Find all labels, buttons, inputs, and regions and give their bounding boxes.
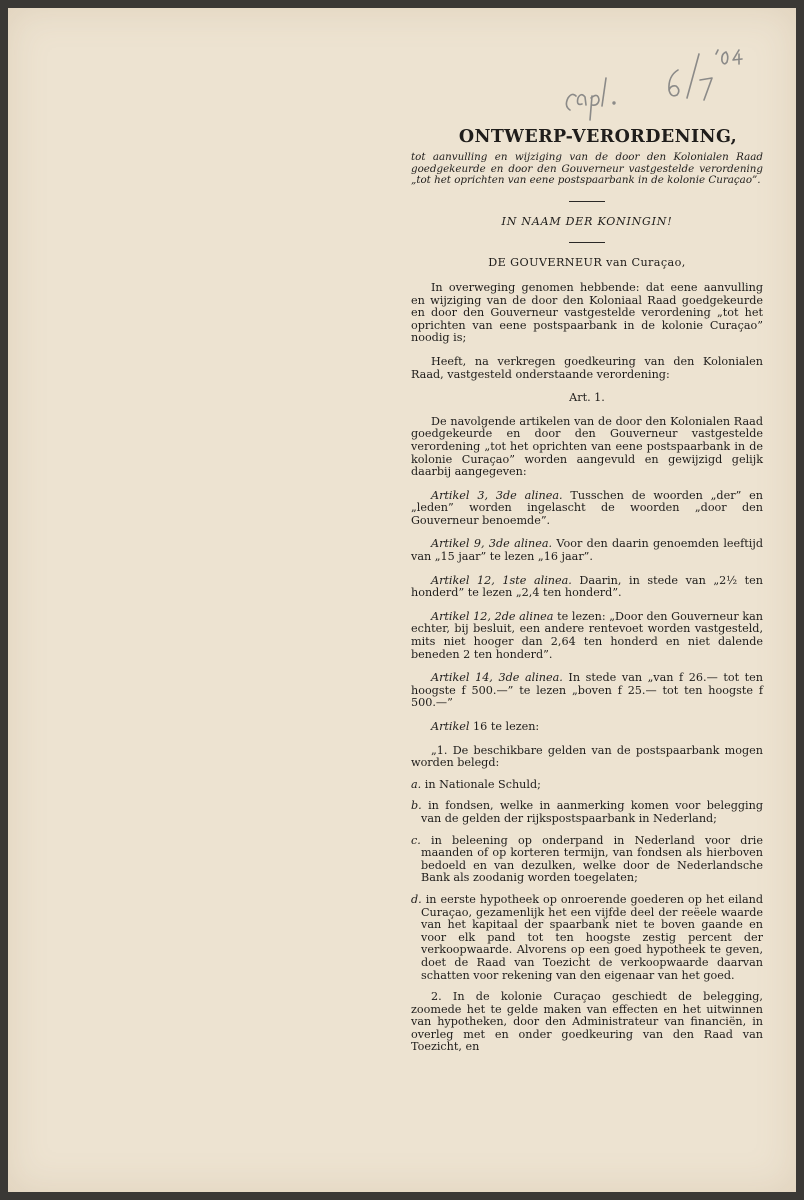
list-item xyxy=(411,779,763,792)
list-item xyxy=(411,800,763,825)
list-letter: a. xyxy=(411,777,422,791)
document-title: ONTWERP-VERORDENING, xyxy=(458,127,738,147)
invocation: IN NAAM DER KONINGIN! xyxy=(501,214,673,228)
amendment-text: te lezen: „Door den Gouverneur kan echter, bij besluit, een andere rentevoet worden vastgesteld, mits niet hooger dan 2,64 ten honderd en niet dalende beneden 2 ten honderd”. xyxy=(411,609,763,661)
article-intro: De navolgende artikelen van de door den Kolonialen Raad goedgekeurde en door den Gouverneur vastgestelde verordening „tot het oprichten van eene postspaarbank in de kolonie Curaçao” worden aangevuld en gewijzigd gelijk daarbij aangegeven: xyxy=(411,414,763,479)
amendment-paragraph xyxy=(411,721,763,734)
divider xyxy=(569,201,605,202)
article-16-list xyxy=(411,745,763,1054)
list-item xyxy=(411,835,763,885)
list-letter: b. xyxy=(411,799,422,813)
article-heading: Art. 1. xyxy=(569,391,605,405)
amendment-paragraph xyxy=(411,672,763,710)
amendment-paragraph xyxy=(411,538,763,563)
list-text: in Nationale Schuld; xyxy=(421,777,541,791)
list-item xyxy=(411,894,763,982)
amendment-text: Voor den daarin genoemden leeftijd van „15 jaar” te lezen „16 jaar”. xyxy=(411,537,763,564)
amendment-ref: Artikel 3, 3de alinea. xyxy=(431,488,563,502)
amendment-ref: Artikel 12, 1ste alinea. xyxy=(431,573,572,587)
article-16-paragraph-2: 2. In de kolonie Curaçao geschiedt de belegging, zoomede het te gelde maken van effecten en het uitwinnen van hypotheken, door den Administrateur van financiën, in overleg met en onder goedkeuring van den Raad van Toezicht, en xyxy=(411,990,763,1054)
governor-heading: DE GOUVERNEUR van Curaçao, xyxy=(488,256,686,270)
divider xyxy=(569,242,605,243)
amendment-ref: Artikel 12, 2de alinea xyxy=(431,609,554,623)
amendment-paragraph xyxy=(411,611,763,661)
article-16-intro: „1. De beschikbare gelden van de postspaarbank mogen worden belegd: xyxy=(411,743,763,770)
amendment-text: Daarin, in stede van „2½ ten honderd” te lezen „2,4 ten honderd”. xyxy=(411,573,763,600)
amendment-paragraph xyxy=(411,490,763,528)
amendment-text: 16 te lezen: xyxy=(469,720,540,733)
amendment-text: In stede van „van f 26.— tot ten hoogste f 500.—” te lezen „boven f 25.— tot ten hoogste f 500.—” xyxy=(411,671,763,710)
amendment-text: Tusschen de woorden „der” en „leden” worden ingelascht de woorden „door den Gouverneur benoemde”. xyxy=(411,488,763,527)
document-page xyxy=(8,8,796,1192)
amendment-ref: Artikel 9, 3de alinea. xyxy=(431,537,553,551)
list-letter: c. xyxy=(411,833,421,847)
amendment-paragraph xyxy=(411,575,763,600)
list-text: in eerste hypotheek op onroerende goederen op het eiland Curaçao, gezamenlijk het een vijfde deel der reëele waarde van het kapitaal der spaarbank niet te boven gaande en voor elk pand tot ten hoogste zestig percent der verkoopwaarde. Alvorens op een goed hypotheek te geven, doet de Raad van Toezicht de verkoopwaarde daarvan schatten voor rekening van den eigenaar van het goed. xyxy=(421,892,763,982)
handwritten-pencil-note xyxy=(556,48,756,128)
amendment-ref: Artikel 14, 3de alinea. xyxy=(431,671,563,685)
list-text: in fondsen, welke in aanmerking komen voor belegging van de gelden der rijkspostspaarbank in Nederland; xyxy=(421,799,763,825)
list-text: in beleening op onderpand in Nederland voor drie maanden of op korteren termijn, van fondsen als hierboven bedoeld en van dezulken, welke door de Nederlandsche Bank als zoodanig worden toegelaten; xyxy=(420,833,763,885)
preamble-paragraph: In overweging genomen hebbende: dat eene aanvulling en wijziging van de door den Koloniaal Raad goedgekeurde en door den Gouverneur vastgestelde verordening „tot het oprichten van eene postspaarbank in de kolonie Curaçao” noodig is; xyxy=(411,280,763,345)
amendment-ref: Artikel xyxy=(431,720,470,733)
preamble-paragraph: Heeft, na verkregen goedkeuring van den Kolonialen Raad, vastgesteld onderstaande verordening: xyxy=(411,354,763,381)
text-column xyxy=(411,126,763,1063)
list-letter: d. xyxy=(411,892,422,906)
document-subtitle: tot aanvulling en wijziging van de door den Kolonialen Raad goedgekeurde en door den Gouverneur vastgestelde verordening „tot het oprichten van eene postspaarbank in de kolonie Curaçao”. xyxy=(411,151,763,187)
